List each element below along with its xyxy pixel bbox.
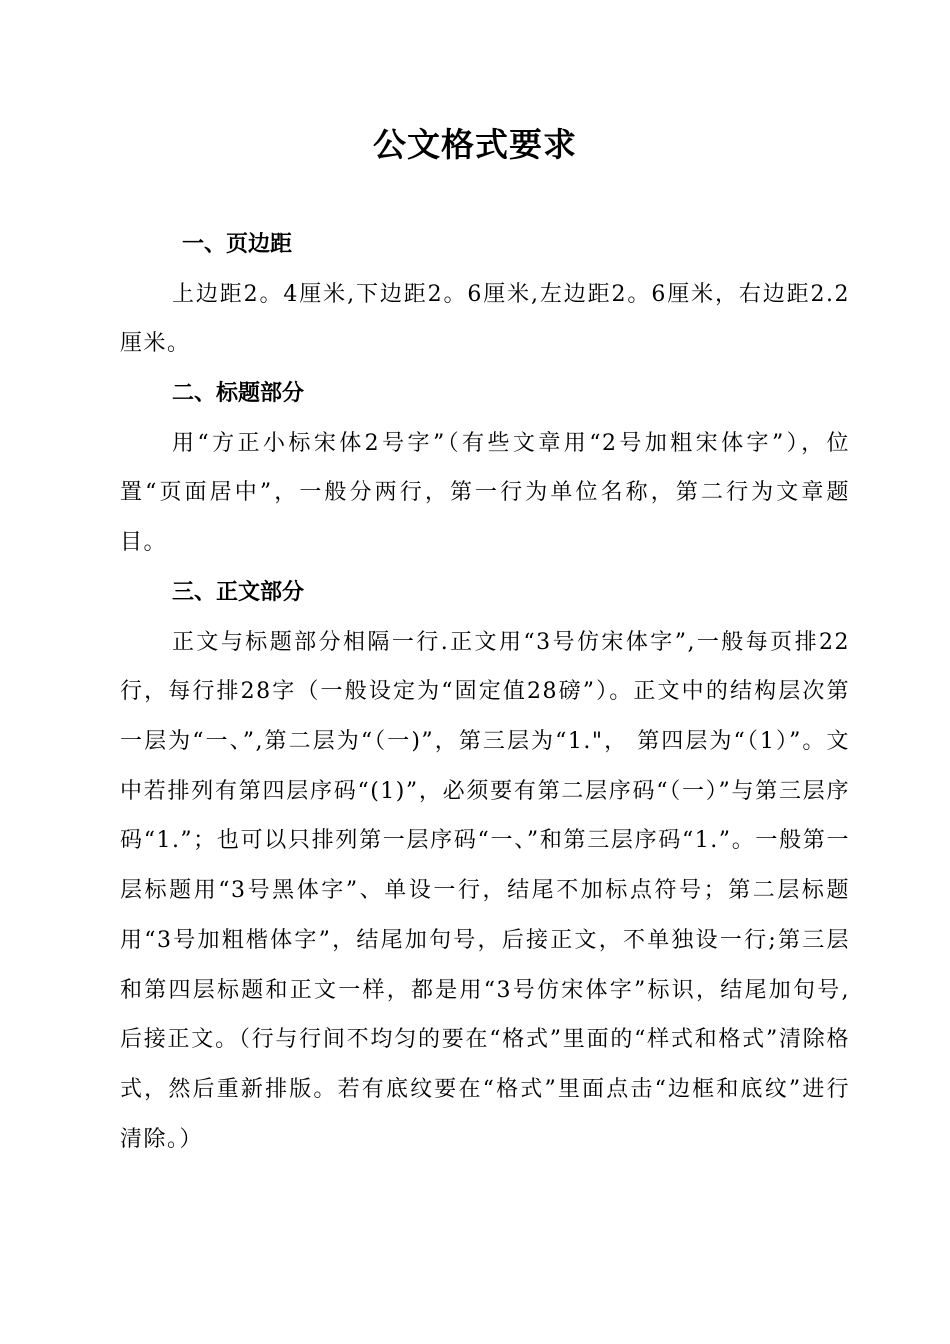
section-body-body-part: 正文与标题部分相隔一行.正文用“3号仿宋体字”,一般每页排22行，每行排28字（一般设定为“固定值28磅”）。正文中的结构层次第一层为“一、”,第二层为“（一)”，第三层为“1."， 第四层为“（1）”。文中若排列有第四层序码“(1)”，必须要有第二层序码“（一）”与第三层序码“1.”；也可以只排列第一层序码“一、”和第三层序码“1.”。一般第一层标题用“3号黑体字”、单设一行，结尾不加标点符号；第二层标题用“3号加粗楷体字”，结尾加句号，后接正文，不单独设一行;第三层和第四层标题和正文一样，都是用“3号仿宋体字”标识，结尾加句号,后接正文。（行与行间不均匀的要在“格式”里面的“样式和格式”清除格式，然后重新排版。若有底纹要在“格式”里面点击“边框和底纹”进行清除。） [120, 629, 850, 1152]
section-body-title-part: 用“方正小标宋体2号字”（有些文章用“2号加粗宋体字”），位置“页面居中”，一般分两行，第一行为单位名称，第二行为文章题目。 [120, 430, 850, 556]
document-body [120, 220, 850, 1164]
section-heading-title-part: 二、标题部分 [172, 381, 305, 407]
section-body-margins: 上边距2。4厘米,下边距2。6厘米,左边距2。6厘米，右边距2.2厘米。 [120, 281, 850, 357]
section-heading-margins: 一、页边距 [182, 232, 293, 257]
document-title: 公文格式要求 [373, 125, 577, 164]
section-heading-body-part: 三、正文部分 [172, 579, 305, 605]
